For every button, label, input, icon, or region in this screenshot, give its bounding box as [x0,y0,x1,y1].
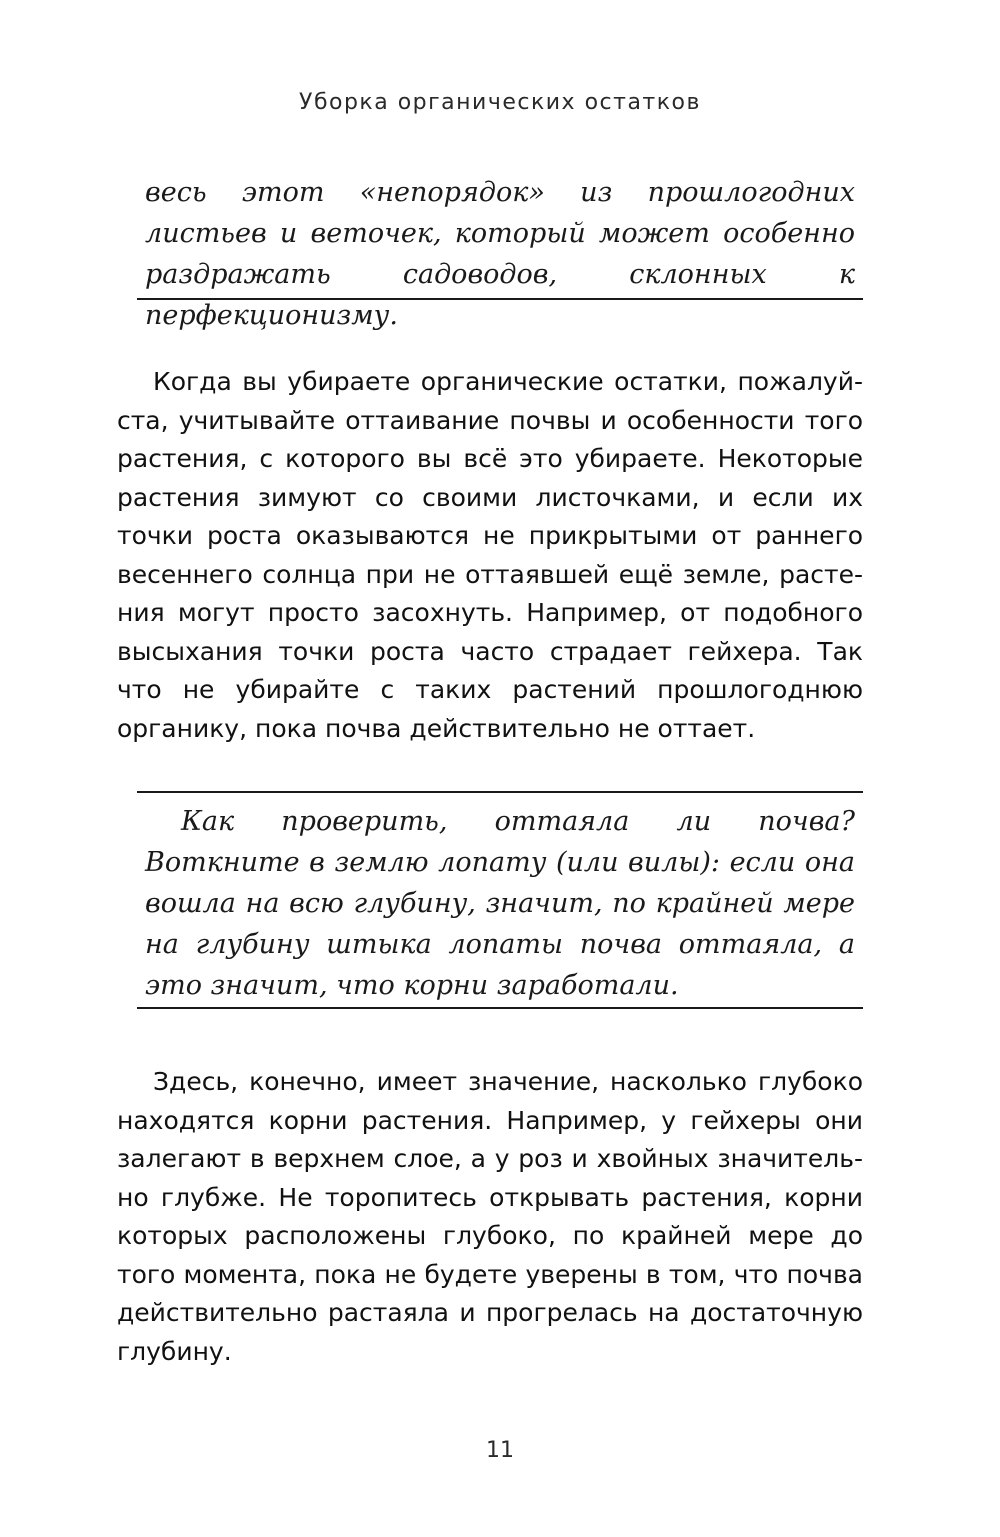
callout-soil-check-text: Как проверить, оттаяла ли почва? Воткните в землю лопату (или вилы): если она вошла на всю глубину, значит, по крайней мере на глубину штыка лопаты почва оттаяла, а это значит, что корни заработали. [145,806,855,1001]
callout-bottom-rule-2 [137,1007,863,1009]
paragraph-soil-thaw: Когда вы убираете органические остатки, пожалуйста, учитывайте оттаивание почвы и особенности того растения, с которого вы всё это убираете. Некоторые растения зимуют со своими листочками, и если их точки роста оказываются не прикрытыми от раннего весеннего солнца при не оттаявшей ещё земле, растения могут просто засохнуть. Например, от подобного высыхания точки роста часто страдает гейхера. Так что не убирайте с таких растений прошлогоднюю органику, пока почва действительно не оттает. [117,367,863,743]
callout-soil-check [137,801,863,1006]
paragraph-root-depth: Здесь, конечно, имеет значение, насколько глубоко находятся корни растения. Например, у гейхеры они залегают в верхнем слое, а у роз и хвойных значительно глубже. Не торопитесь открывать растения, корни которых расположены глубоко, по крайней мере до того момента, пока не будете уверены в том, что почва действительно растаяла и прогрелась на достаточную глубину. [117,1067,863,1366]
callout-continuation-text: весь этот «непорядок» из прошлогодних листьев и веточек, который может особенно раздражать садоводов, склонных к перфекционизму. [145,177,855,331]
page-number: 11 [486,1438,514,1463]
callout-bottom-rule [137,298,863,300]
callout-continuation [137,172,863,336]
running-head: Уборка органических остатков [299,90,701,115]
callout-top-rule [137,791,863,793]
